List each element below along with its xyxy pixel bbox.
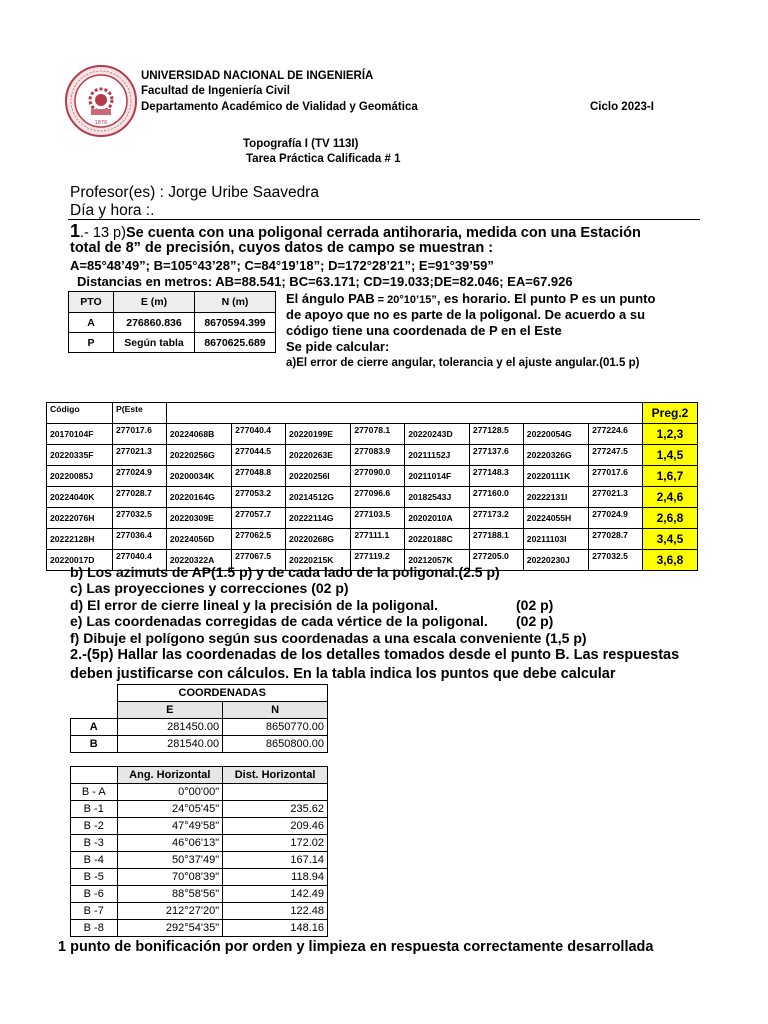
obs-label: B -8 bbox=[71, 920, 118, 937]
p-este-cell: 277090.0 bbox=[351, 466, 405, 487]
codigo-cell: 20202010A bbox=[405, 508, 470, 529]
col-e-header: E bbox=[117, 702, 223, 719]
table-row bbox=[71, 736, 328, 753]
obs-distance bbox=[223, 784, 328, 801]
point-e: 281540.00 bbox=[117, 736, 223, 753]
table-row bbox=[71, 801, 328, 818]
right-text-line1: El ángulo PAB = 20°10’15”, es horario. El punto P es un punto bbox=[286, 291, 656, 306]
obs-label: B -6 bbox=[71, 886, 118, 903]
codigo-cell: 20220199E bbox=[286, 424, 351, 445]
obs-angle: 0°00'00" bbox=[117, 784, 223, 801]
blank-header bbox=[166, 403, 642, 424]
obs-angle: 88°58'56" bbox=[117, 886, 223, 903]
obs-angle: 50°37'49" bbox=[117, 852, 223, 869]
p-este-cell: 277021.3 bbox=[113, 445, 167, 466]
point-n: 8650770.00 bbox=[223, 719, 328, 736]
table-row bbox=[69, 333, 276, 353]
p-este-cell: 277040.4 bbox=[113, 550, 167, 571]
p-este-cell: 277021.3 bbox=[589, 487, 643, 508]
coordenadas-title: COORDENADAS bbox=[117, 685, 328, 702]
codigo-cell: 20224056D bbox=[166, 529, 231, 550]
codigo-cell: 20222114G bbox=[286, 508, 351, 529]
codigo-cell: 20220017D bbox=[47, 550, 113, 571]
pto-header: PTO bbox=[69, 292, 114, 313]
p-este-cell: 277160.0 bbox=[469, 487, 523, 508]
cycle: Ciclo 2023-I bbox=[590, 101, 654, 113]
obs-distance: 209.46 bbox=[223, 818, 328, 835]
faculty-name: Facultad de Ingeniería Civil bbox=[141, 85, 290, 97]
preg-cell: 3,6,8 bbox=[642, 550, 697, 571]
codigo-cell: 20220085J bbox=[47, 466, 113, 487]
point-label: B bbox=[71, 736, 118, 753]
preg-cell: 1,4,5 bbox=[642, 445, 697, 466]
codigo-cell: 20222076H bbox=[47, 508, 113, 529]
preg-cell: 1,2,3 bbox=[642, 424, 697, 445]
codigo-cell: 20220256I bbox=[286, 466, 351, 487]
codigo-cell: 20220164G bbox=[166, 487, 231, 508]
p-este-cell: 277247.5 bbox=[589, 445, 643, 466]
logo-year: 1876 bbox=[94, 120, 108, 126]
codigo-cell: 20170104F bbox=[47, 424, 113, 445]
item-e: e) Las coordenadas corregidas de cada vértice de la poligonal. bbox=[70, 613, 488, 629]
p-este-cell: 277032.5 bbox=[589, 550, 643, 571]
codigo-cell: 20222131I bbox=[523, 487, 588, 508]
codigo-cell: 20220054G bbox=[523, 424, 588, 445]
table-row bbox=[69, 313, 276, 333]
p-este-cell: 277062.5 bbox=[232, 529, 286, 550]
preg-cell: 2,6,8 bbox=[642, 508, 697, 529]
codigo-cell: 20220215K bbox=[286, 550, 351, 571]
day-hour-line: Día y hora :. bbox=[70, 202, 155, 219]
department-name: Departamento Académico de Vialidad y Geomática bbox=[141, 101, 418, 113]
p-este-cell: 277067.5 bbox=[232, 550, 286, 571]
obs-label: B -3 bbox=[71, 835, 118, 852]
p-este-cell: 277078.1 bbox=[351, 424, 405, 445]
assignment-title: Tarea Práctica Calificada # 1 bbox=[246, 153, 401, 165]
university-name: UNIVERSIDAD NACIONAL DE INGENIERÍA bbox=[141, 70, 374, 82]
p-este-cell: 277096.6 bbox=[351, 487, 405, 508]
right-text-line4: Se pide calcular: bbox=[286, 339, 390, 354]
codigo-cell: 20224068B bbox=[166, 424, 231, 445]
obs-distance: 167.14 bbox=[223, 852, 328, 869]
p-este-cell: 277036.4 bbox=[113, 529, 167, 550]
table-row bbox=[47, 466, 698, 487]
p-este-cell: 277119.2 bbox=[351, 550, 405, 571]
codigo-cell: 20224040K bbox=[47, 487, 113, 508]
header-divider bbox=[68, 219, 700, 220]
obs-label: B -5 bbox=[71, 869, 118, 886]
codigo-cell: 20182543J bbox=[405, 487, 470, 508]
p-este-cell: 277053.2 bbox=[232, 487, 286, 508]
problem2-line1: 2.-(5p) Hallar las coordenadas de los detalles tomados desde el punto B. Las respuestas bbox=[70, 647, 680, 663]
e-cell: 276860.836 bbox=[114, 313, 195, 333]
codigo-cell: 20220322A bbox=[166, 550, 231, 571]
obs-label: B -2 bbox=[71, 818, 118, 835]
p-este-header: P(Este bbox=[113, 403, 167, 424]
table-row bbox=[71, 903, 328, 920]
item-c: c) Las proyecciones y correcciones (02 p) bbox=[70, 580, 349, 596]
codigo-cell: 20211152J bbox=[405, 445, 470, 466]
preg-cell: 2,4,6 bbox=[642, 487, 697, 508]
codigo-cell: 20200034K bbox=[166, 466, 231, 487]
codigo-header: Código bbox=[47, 403, 113, 424]
codigo-cell: 20212057K bbox=[405, 550, 470, 571]
point-n: 8650800.00 bbox=[223, 736, 328, 753]
item-f: f) Dibuje el polígono según sus coordenadas a una escala conveniente (1,5 p) bbox=[70, 630, 587, 646]
table-row bbox=[47, 487, 698, 508]
distances-line: Distancias en metros: AB=88.541; BC=63.171; CD=19.033;DE=82.046; EA=67.926 bbox=[77, 274, 573, 289]
p-este-cell: 277017.6 bbox=[113, 424, 167, 445]
codigo-cell: 20220256G bbox=[166, 445, 231, 466]
col-dist-header: Dist. Horizontal bbox=[223, 767, 328, 784]
obs-label: B -4 bbox=[71, 852, 118, 869]
obs-angle: 24°05'45" bbox=[117, 801, 223, 818]
right-text-line3: código tiene una coordenada de P en el Este bbox=[286, 323, 562, 338]
footer-note: 1 punto de bonificación por orden y limpieza en respuesta correctamente desarrollada bbox=[58, 939, 654, 955]
problem2-line2: deben justificarse con cálculos. En la tabla indica los puntos que debe calcular bbox=[70, 666, 616, 682]
p-este-cell: 277188.1 bbox=[469, 529, 523, 550]
p-este-cell: 277083.9 bbox=[351, 445, 405, 466]
p-este-cell: 277028.7 bbox=[589, 529, 643, 550]
item-d-points: (02 p) bbox=[516, 597, 554, 613]
obs-distance: 118.94 bbox=[223, 869, 328, 886]
obs-angle: 47°49'58" bbox=[117, 818, 223, 835]
professor-line: Profesor(es) : Jorge Uribe Saavedra bbox=[70, 184, 319, 201]
item-d: d) El error de cierre lineal y la precisión de la poligonal. bbox=[70, 597, 439, 613]
p-este-cell: 277044.5 bbox=[232, 445, 286, 466]
codigo-cell: 20220326G bbox=[523, 445, 588, 466]
item-a: a)El error de cierre angular, tolerancia y el ajuste angular.(01.5 p) bbox=[286, 357, 640, 369]
n-header: N (m) bbox=[195, 292, 276, 313]
codigo-cell: 20220268G bbox=[286, 529, 351, 550]
table-row bbox=[47, 508, 698, 529]
e-cell: Según tabla bbox=[114, 333, 195, 353]
p-este-cell: 277137.6 bbox=[469, 445, 523, 466]
p-este-cell: 277103.5 bbox=[351, 508, 405, 529]
obs-label: B -7 bbox=[71, 903, 118, 920]
obs-angle: 292°54'35" bbox=[117, 920, 223, 937]
codigo-cell: 20220335F bbox=[47, 445, 113, 466]
codigo-cell: 20220230J bbox=[523, 550, 588, 571]
codigo-cell: 20224055H bbox=[523, 508, 588, 529]
obs-angle: 70°08'39" bbox=[117, 869, 223, 886]
obs-distance: 148.16 bbox=[223, 920, 328, 937]
n-cell: 8670625.689 bbox=[195, 333, 276, 353]
p-este-cell: 277032.5 bbox=[113, 508, 167, 529]
preg-header: Preg.2 bbox=[642, 403, 697, 424]
col-ang-header: Ang. Horizontal bbox=[117, 767, 223, 784]
obs-angle: 212°27'20" bbox=[117, 903, 223, 920]
problem1-line2: total de 8” de precisión, cuyos datos de campo se muestran : bbox=[70, 240, 494, 256]
table-row bbox=[71, 886, 328, 903]
table-row bbox=[71, 784, 328, 801]
codigo-cell: 20211014F bbox=[405, 466, 470, 487]
table-row bbox=[47, 445, 698, 466]
item-e-points: (02 p) bbox=[516, 613, 554, 629]
point-e: 281450.00 bbox=[117, 719, 223, 736]
pto-cell: A bbox=[69, 313, 114, 333]
codigo-cell: 20220188C bbox=[405, 529, 470, 550]
table-row bbox=[71, 852, 328, 869]
codigo-cell: 20220309E bbox=[166, 508, 231, 529]
table-row bbox=[47, 424, 698, 445]
problem1-number: 1 bbox=[70, 221, 81, 241]
table-row bbox=[71, 835, 328, 852]
p-este-cell: 277028.7 bbox=[113, 487, 167, 508]
p-este-cell: 277224.6 bbox=[589, 424, 643, 445]
codigo-cell: 20214512G bbox=[286, 487, 351, 508]
obs-angle: 46°06'13" bbox=[117, 835, 223, 852]
p-este-cell: 277048.8 bbox=[232, 466, 286, 487]
codigo-cell: 20220263E bbox=[286, 445, 351, 466]
obs-distance: 172.02 bbox=[223, 835, 328, 852]
e-header: E (m) bbox=[114, 292, 195, 313]
col-n-header: N bbox=[223, 702, 328, 719]
problem1-points: .- 13 p) bbox=[80, 225, 126, 241]
table-row bbox=[71, 719, 328, 736]
p-este-cell: 277148.3 bbox=[469, 466, 523, 487]
obs-distance: 142.49 bbox=[223, 886, 328, 903]
p-este-cell: 277057.7 bbox=[232, 508, 286, 529]
obs-distance: 235.62 bbox=[223, 801, 328, 818]
table-row bbox=[71, 869, 328, 886]
n-cell: 8670594.399 bbox=[195, 313, 276, 333]
table-row bbox=[71, 818, 328, 835]
course-title: Topografía I (TV 113I) bbox=[243, 138, 359, 150]
codigo-table bbox=[46, 402, 698, 571]
preg-cell: 1,6,7 bbox=[642, 466, 697, 487]
codigo-cell: 20220111K bbox=[523, 466, 588, 487]
codigo-cell: 20220243D bbox=[405, 424, 470, 445]
obs-distance: 122.48 bbox=[223, 903, 328, 920]
p-este-cell: 277024.9 bbox=[113, 466, 167, 487]
angles-line: A=85°48’49”; B=105°43’28”; C=84°19’18”; D=172°28’21”; E=91°39’59” bbox=[70, 258, 494, 273]
problem1-line1 bbox=[70, 221, 641, 242]
pto-cell: P bbox=[69, 333, 114, 353]
problem1-statement: Se cuenta con una poligonal cerrada antihoraria, medida con una Estación bbox=[125, 225, 641, 241]
p-este-cell: 277017.6 bbox=[589, 466, 643, 487]
codigo-cell: 20211103I bbox=[523, 529, 588, 550]
obs-label: B -1 bbox=[71, 801, 118, 818]
p-este-cell: 277205.0 bbox=[469, 550, 523, 571]
point-label: A bbox=[71, 719, 118, 736]
preg-cell: 3,4,5 bbox=[642, 529, 697, 550]
pto-table bbox=[68, 291, 276, 353]
obs-label: B - A bbox=[71, 784, 118, 801]
table-row bbox=[47, 529, 698, 550]
p-este-cell: 277173.2 bbox=[469, 508, 523, 529]
p-este-cell: 277128.5 bbox=[469, 424, 523, 445]
coordenadas-table bbox=[70, 684, 328, 937]
p-este-cell: 277111.1 bbox=[351, 529, 405, 550]
right-text-line2: de apoyo que no es parte de la poligonal. De acuerdo a su bbox=[286, 307, 646, 322]
item-b: b) Los azimuts de AP(1.5 p) y de cada lado de la poligonal.(2.5 p) bbox=[70, 564, 500, 580]
p-este-cell: 277040.4 bbox=[232, 424, 286, 445]
university-seal-logo bbox=[64, 64, 138, 138]
table-row bbox=[71, 920, 328, 937]
p-este-cell: 277024.9 bbox=[589, 508, 643, 529]
codigo-cell: 20222128H bbox=[47, 529, 113, 550]
